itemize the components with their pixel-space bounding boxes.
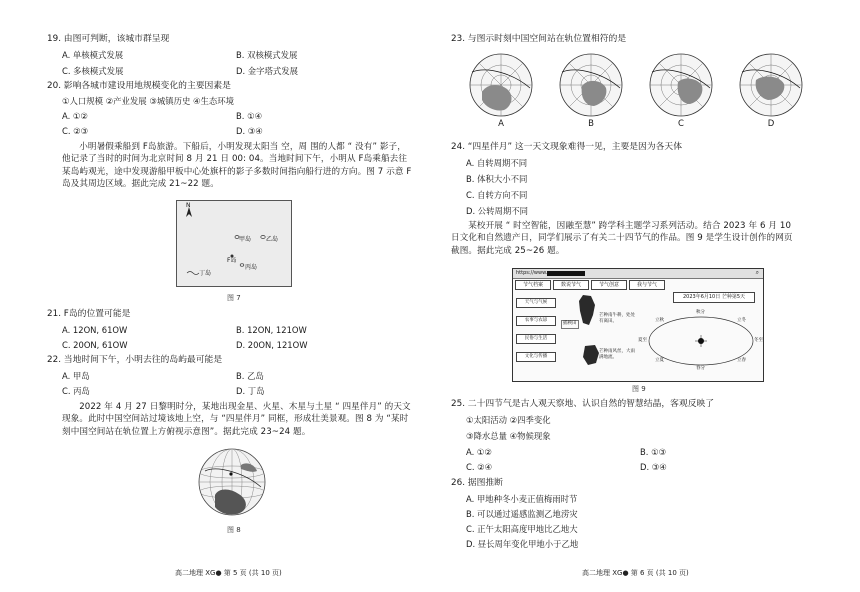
q19-option-d[interactable]: D. 金字塔式发展 — [236, 66, 299, 76]
q23-stem: 23. 与图示时刻中国空间站在轨位置相符的是 — [451, 34, 627, 44]
q19-option-c[interactable]: C. 多核模式发展 — [62, 66, 124, 76]
globe-d-icon — [738, 52, 804, 118]
q24-option-d[interactable]: D. 公转周期不同 — [466, 206, 529, 216]
browser-search-icon[interactable]: ⌕ — [755, 269, 759, 276]
q26-stem: 26. 据图推断 — [451, 478, 503, 488]
q23-label-c: C — [678, 119, 684, 129]
q26-option-d[interactable]: D. 昼长周年变化甲地小于乙地 — [466, 539, 579, 549]
q19-stem: 19. 由图可判断，该城市群呈现 — [47, 34, 170, 44]
q24-option-b[interactable]: B. 体积大小不同 — [466, 174, 528, 184]
q23-option-c[interactable] — [648, 52, 714, 130]
fig9-season-5: 立春 — [737, 357, 746, 363]
url-redaction — [547, 271, 585, 276]
q25-stem: 25. 二十四节气是古人观天察地、认识自然的智慧结晶，客观反映了 — [451, 399, 715, 409]
q21-option-d[interactable]: D. 20ON, 121OW — [236, 340, 308, 350]
label-yi: 乙岛 — [266, 236, 279, 243]
island-bing — [240, 264, 244, 267]
q20-option-b[interactable]: B. ①④ — [236, 111, 263, 121]
figure-9-webpage — [512, 268, 764, 382]
fig9-menu-item-0[interactable]: 天气与气候 — [516, 298, 556, 308]
q22-option-a[interactable]: A. 甲岛 — [62, 371, 90, 381]
q24-option-a[interactable]: A. 自转周期不同 — [466, 158, 528, 168]
fig9-season-7: 立夏 — [655, 357, 664, 363]
q25-option-b[interactable]: B. ①③ — [640, 447, 667, 457]
passage-21-22: 小明暑假乘船到 F岛旅游。下船后，小明发现太阳当 空，周 围的人都 “ 没有” 影子，他记录了当时的时间为北京时间 8 月 21 日 00: 04。当地时间下午，小明从 F岛乘船去往某岛屿观光，途中发现游船甲板中心处旗杆的影子多数时间指向船行进的方向。图 7 示意 F岛及其周边区域。据此完成 21~22 题。 — [62, 142, 412, 190]
fig9-map-bottom — [581, 343, 601, 367]
q22-option-c[interactable]: C. 丙岛 — [62, 386, 90, 396]
right-page-footer: 高二地理 XG● 第 6 页 (共 10 页) — [582, 569, 689, 577]
q23-label-a: A — [498, 119, 504, 129]
label-ding: 丁岛 — [199, 270, 212, 277]
figure-8-caption: 图 8 — [227, 526, 241, 534]
fig9-side-tag: 插秧田 — [561, 320, 579, 329]
fig9-season-3: 立冬 — [737, 318, 746, 324]
fig9-menu-item-2[interactable]: 民俗与生活 — [516, 334, 556, 344]
fig9-tab-3[interactable]: 我与节气 — [629, 280, 665, 290]
q23-label-b: B — [588, 119, 594, 129]
q23-option-a[interactable] — [468, 52, 534, 130]
island-ding — [187, 272, 199, 275]
q22-option-b[interactable]: B. 乙岛 — [236, 371, 264, 381]
fig9-season-4: 冬至 — [754, 338, 763, 343]
globe-a-icon — [468, 52, 534, 118]
q20-option-c[interactable]: C. ②③ — [62, 126, 89, 136]
q25-option-a[interactable]: A. ①② — [466, 447, 492, 457]
fig9-season-6: 春分 — [696, 366, 705, 371]
q25-option-c[interactable]: C. ②④ — [466, 462, 493, 472]
q26-option-b[interactable]: B. 可以通过遥感监测乙地涝灾 — [466, 509, 578, 519]
fig9-tab-0[interactable]: 节气档案 — [515, 280, 551, 290]
fig9-map-top — [577, 293, 597, 327]
q20-stem: 20. 影响各城市建设用地规模变化的主要因素是 — [47, 81, 231, 91]
left-page-footer: 高二地理 XG● 第 5 页 (共 10 页) — [175, 569, 282, 577]
fig9-menu-item-1[interactable]: 农事与农谚 — [516, 316, 556, 326]
fig9-date-box: 2023年6月10日 芒种第5天 — [673, 292, 755, 303]
q20-option-a[interactable]: A. ①② — [62, 111, 88, 121]
fig9-menu-item-3[interactable]: 文化与传播 — [516, 352, 556, 362]
q25-row-1: ①太阳活动 ②四季变化 — [466, 415, 551, 425]
q26-option-a[interactable]: A. 甲地种冬小麦正值梅雨时节 — [466, 494, 578, 504]
q23-option-b[interactable] — [558, 52, 624, 130]
q23-label-d: D — [767, 119, 775, 129]
passage-25-26: 某校开展 “ 时空智能，因融至慧” 跨学科主题学习系列活动。结合 2023 年 6 月 10 日文化和自然遗产日，同学们展示了有关二十四节气的作品。图 9 是学生设计创作的网页截图。据此完成 25~26 题。 — [451, 221, 793, 256]
browser-bar — [513, 269, 763, 279]
figure-7-map — [176, 200, 292, 287]
q26-option-c[interactable]: C. 正午太阳高度甲地比乙地大 — [466, 524, 578, 534]
q21-option-c[interactable]: C. 20ON, 61OW — [62, 340, 128, 350]
fig9-season-1: 立秋 — [655, 318, 664, 324]
globe-b-icon — [558, 52, 624, 118]
fig9-tab-1[interactable]: 数说节气 — [553, 280, 589, 290]
q20-option-d[interactable]: D. ③④ — [236, 126, 263, 136]
passage-23-24: 2022 年 4 月 27 日黎明时分，某地出现金星、火星、木星与土星 “ 四星伴月” 的天文现象。此时中国空间站过境该地上空，与 “四星伴月” 同框，形成壮美景观。图 8 为 “某时刻中国空间站在轨位置上方俯视示意图”。据此完成 23~24 题。 — [62, 402, 411, 437]
q25-row-2: ③降水总量 ④物候现象 — [466, 431, 551, 441]
q25-option-d[interactable]: D. ③④ — [640, 462, 667, 472]
fig9-season-0: 夏至 — [638, 338, 647, 343]
globe-c-icon — [648, 52, 714, 118]
q22-stem: 22. 当地时间下午，小明去往的岛屿最可能是 — [47, 355, 223, 365]
figure-8-globe — [197, 447, 267, 517]
q24-option-c[interactable]: C. 自转方向不同 — [466, 190, 528, 200]
north-label: N — [186, 202, 191, 209]
figure-9-caption: 图 9 — [632, 385, 646, 393]
q24-stem: 24. “四星伴月” 这一天文现象难得一见，主要是因为各天体 — [451, 142, 683, 152]
label-f: F岛 — [227, 257, 237, 264]
q19-option-a[interactable]: A. 单核模式发展 — [62, 50, 124, 60]
q21-option-b[interactable]: B. 12ON, 121OW — [236, 325, 307, 335]
q21-stem: 21. F岛的位置可能是 — [47, 309, 131, 319]
q19-option-b[interactable]: B. 双核模式发展 — [236, 50, 298, 60]
fig9-season-2: 秋分 — [696, 310, 705, 315]
fig9-note-2: 芒种雨风丝，大雨满地流。 — [599, 349, 635, 360]
q20-items: ①人口规模 ②产业发展 ③城镇历史 ④生态环境 — [62, 96, 235, 106]
figure-7-caption: 图 7 — [227, 294, 241, 302]
q22-option-d[interactable]: D. 丁岛 — [236, 386, 265, 396]
island-yi — [261, 235, 265, 238]
fig9-tab-2[interactable]: 节气创意 — [591, 280, 627, 290]
q23-option-d[interactable] — [738, 52, 804, 130]
q21-option-a[interactable]: A. 12ON, 61OW — [62, 325, 128, 335]
fig9-note-1: 芒种南牛耕，处处有离田。 — [599, 313, 635, 324]
label-jia: 甲岛 — [239, 236, 252, 243]
browser-url: https://www. — [516, 270, 548, 276]
label-bing: 丙岛 — [245, 264, 258, 271]
